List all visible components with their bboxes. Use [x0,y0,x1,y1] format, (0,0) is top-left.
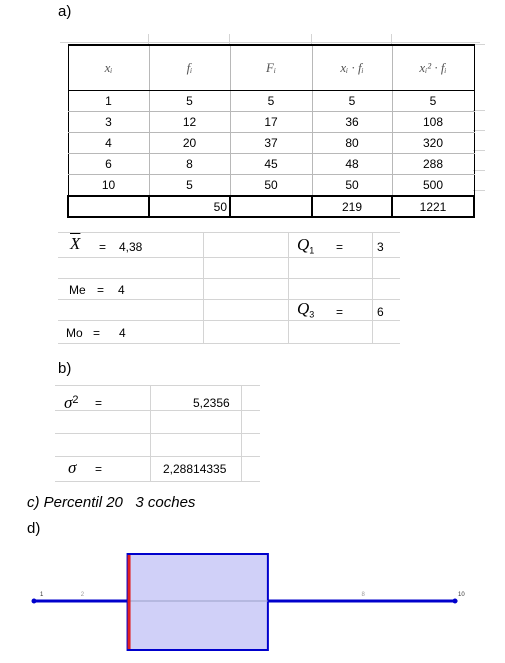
axis-label: 1 [40,592,44,598]
table-row [68,133,474,154]
mean-equals: = [99,240,107,254]
header-xi2-fi: xᵢ² · fᵢ [392,45,474,91]
box-plot-box [128,554,268,650]
median-value: 4 [118,283,125,297]
section-a-label: a) [58,3,72,20]
total-xi-fi: 219 [312,196,392,217]
cell: 108 [392,112,474,133]
cell [230,196,312,217]
total-fi: 50 [149,196,230,217]
cell: 5 [149,175,230,197]
q3-symbol: $Q_3$ [297,299,315,320]
table-row [68,112,474,133]
median-equals: = [97,283,105,297]
total-xi2-fi: 1221 [392,196,474,217]
cell [68,196,149,217]
q1-value: 3 [377,240,384,254]
q3-value: 6 [377,305,384,319]
mode-value: 4 [119,326,126,340]
variance-symbol: $\sigma^2$ [64,393,79,412]
variance-equals: = [95,396,103,410]
q1-equals: = [336,240,344,254]
std-dev-symbol: σ [68,458,77,477]
cell: 5 [312,91,392,112]
axis-label: 2 [80,592,85,598]
section-c-percentile: c) Percentil 20 3 coches [27,494,196,511]
q1-symbol: $Q_1$ [297,235,315,256]
totals-row [68,196,474,217]
cell: 1 [68,91,149,112]
cell: 6 [68,154,149,175]
median-label: Me [69,283,86,297]
section-b-label: b) [58,360,72,377]
cell: 45 [230,154,312,175]
cell: 3 [68,112,149,133]
cell: 5 [230,91,312,112]
cell: 500 [392,175,474,197]
cell: 4 [68,133,149,154]
q3-equals: = [336,305,344,319]
std-dev-equals: = [95,462,103,476]
mode-equals: = [93,326,101,340]
cell: 37 [230,133,312,154]
cell: 80 [312,133,392,154]
header-xi-fi: xᵢ · fᵢ [312,45,392,91]
cell: 8 [149,154,230,175]
header-fi: fᵢ [149,45,230,91]
cell: 36 [312,112,392,133]
cell: 5 [392,91,474,112]
box-plot [0,540,505,663]
cell: 50 [312,175,392,197]
cell: 50 [230,175,312,197]
cell: 20 [149,133,230,154]
table-row [68,175,474,197]
axis-label: 10 [458,592,465,598]
mode-label: Mo [66,326,83,340]
cell: 288 [392,154,474,175]
axis-label: 8 [361,592,365,598]
header-xi: xᵢ [68,45,149,91]
table-row [68,154,474,175]
mean-symbol: $\overline{X}$ [70,234,81,253]
cell: 5 [149,91,230,112]
variance-value: 5,2356 [193,396,230,410]
cell: 12 [149,112,230,133]
box-plot-max-point [453,599,458,604]
cell: 10 [68,175,149,197]
table-row [68,91,474,112]
cell: 320 [392,133,474,154]
frequency-table [67,44,475,218]
cell: 48 [312,154,392,175]
box-plot-min-point [32,599,37,604]
std-dev-value: 2,28814335 [163,462,227,476]
header-Fi: Fᵢ [230,45,312,91]
mean-value: 4,38 [119,240,143,254]
section-d-label: d) [27,520,41,537]
table-header-row [68,45,474,91]
cell: 17 [230,112,312,133]
